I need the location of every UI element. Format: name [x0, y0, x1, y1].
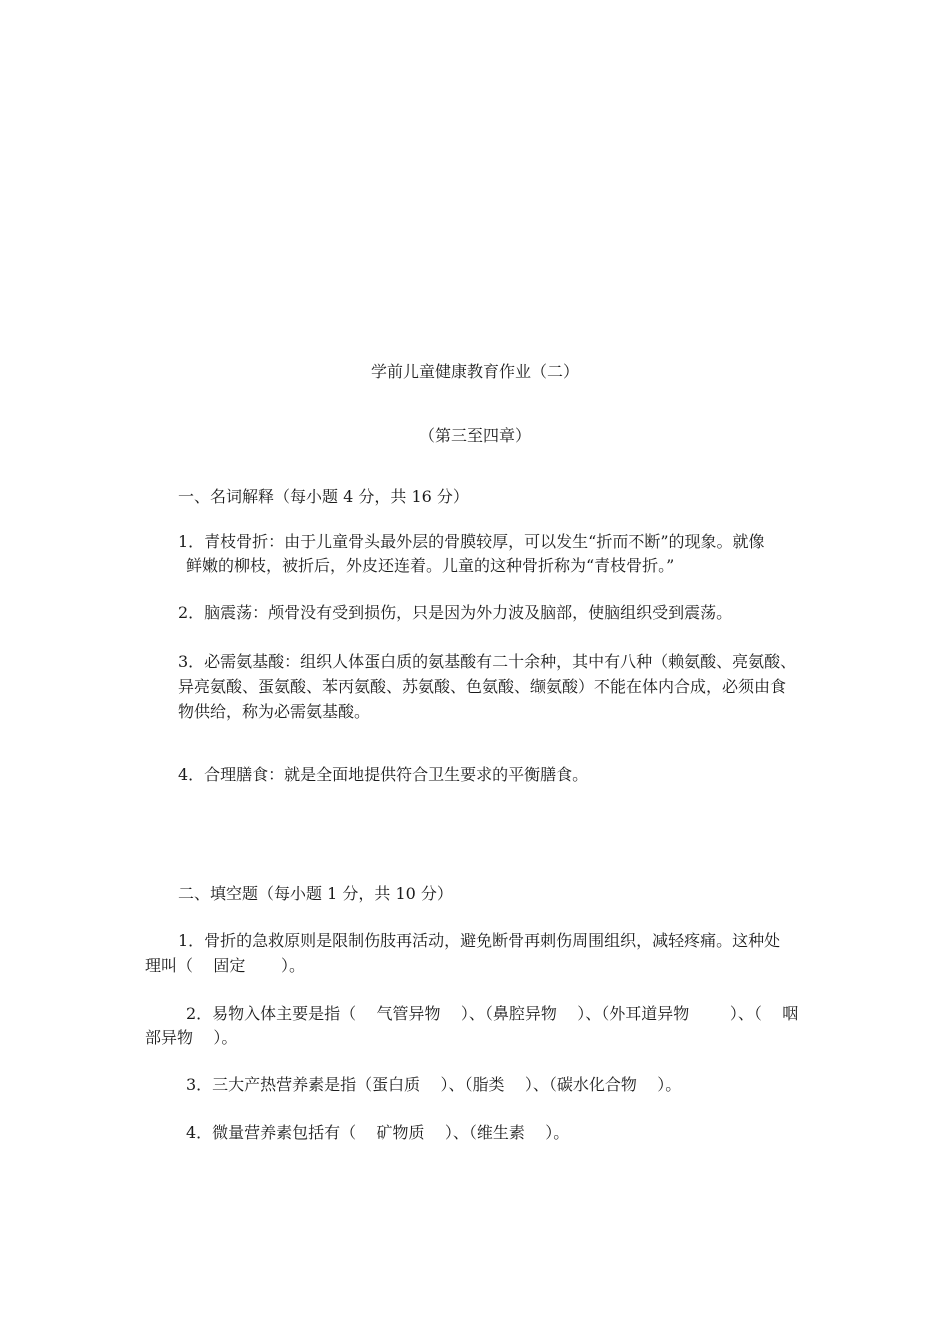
section1-item3-line3: 物供给，称为必需氨基酸。 — [178, 702, 371, 721]
section2-item1-line1: 1．骨折的急救原则是限制伤肢再活动，避免断骨再刺伤周围组织，减轻疼痛。这种处 — [178, 931, 781, 950]
section2-item1-line2: 理叫（ 固定 ）。 — [145, 956, 305, 975]
section2-item2-line2: 部异物 ）。 — [145, 1028, 238, 1047]
document-subtitle: （第三至四章） — [418, 426, 531, 445]
section1-item3-line1: 3．必需氨基酸：组织人体蛋白质的氨基酸有二十余种，其中有八种（赖氨酸、亮氨酸、 — [178, 652, 797, 671]
section1-item3-line2: 异亮氨酸、蛋氨酸、苯丙氨酸、苏氨酸、色氨酸、缬氨酸）不能在体内合成，必须由食 — [178, 677, 787, 696]
section1-item1-line1: 1．青枝骨折：由于儿童骨头最外层的骨膜较厚，可以发生“折而不断”的现象。就像 — [178, 532, 765, 551]
section1-item1-line2: 鲜嫩的柳枝，被折后，外皮还连着。儿童的这种骨折称为“青枝骨折。” — [186, 556, 675, 575]
section2-item2-line1: 2．易物入体主要是指（ 气管异物 ）、（鼻腔异物 ）、（外耳道异物 ）、（ 咽 — [186, 1004, 799, 1023]
section1-heading: 一、名词解释（每小题 4 分，共 16 分） — [178, 487, 469, 506]
section2-item4-line1: 4．微量营养素包括有（ 矿物质 ）、（维生素 ）。 — [186, 1123, 570, 1142]
section1-item2-line1: 2．脑震荡：颅骨没有受到损伤，只是因为外力波及脑部，使脑组织受到震荡。 — [178, 603, 733, 622]
document-title: 学前儿童健康教育作业（二） — [370, 362, 579, 381]
section2-item3-line1: 3．三大产热营养素是指（蛋白质 ）、（脂类 ）、（碳水化合物 ）。 — [186, 1075, 682, 1094]
section1-item4-line1: 4．合理膳食：就是全面地提供符合卫生要求的平衡膳食。 — [178, 765, 589, 784]
section2-heading: 二、填空题（每小题 1 分，共 10 分） — [178, 884, 453, 903]
